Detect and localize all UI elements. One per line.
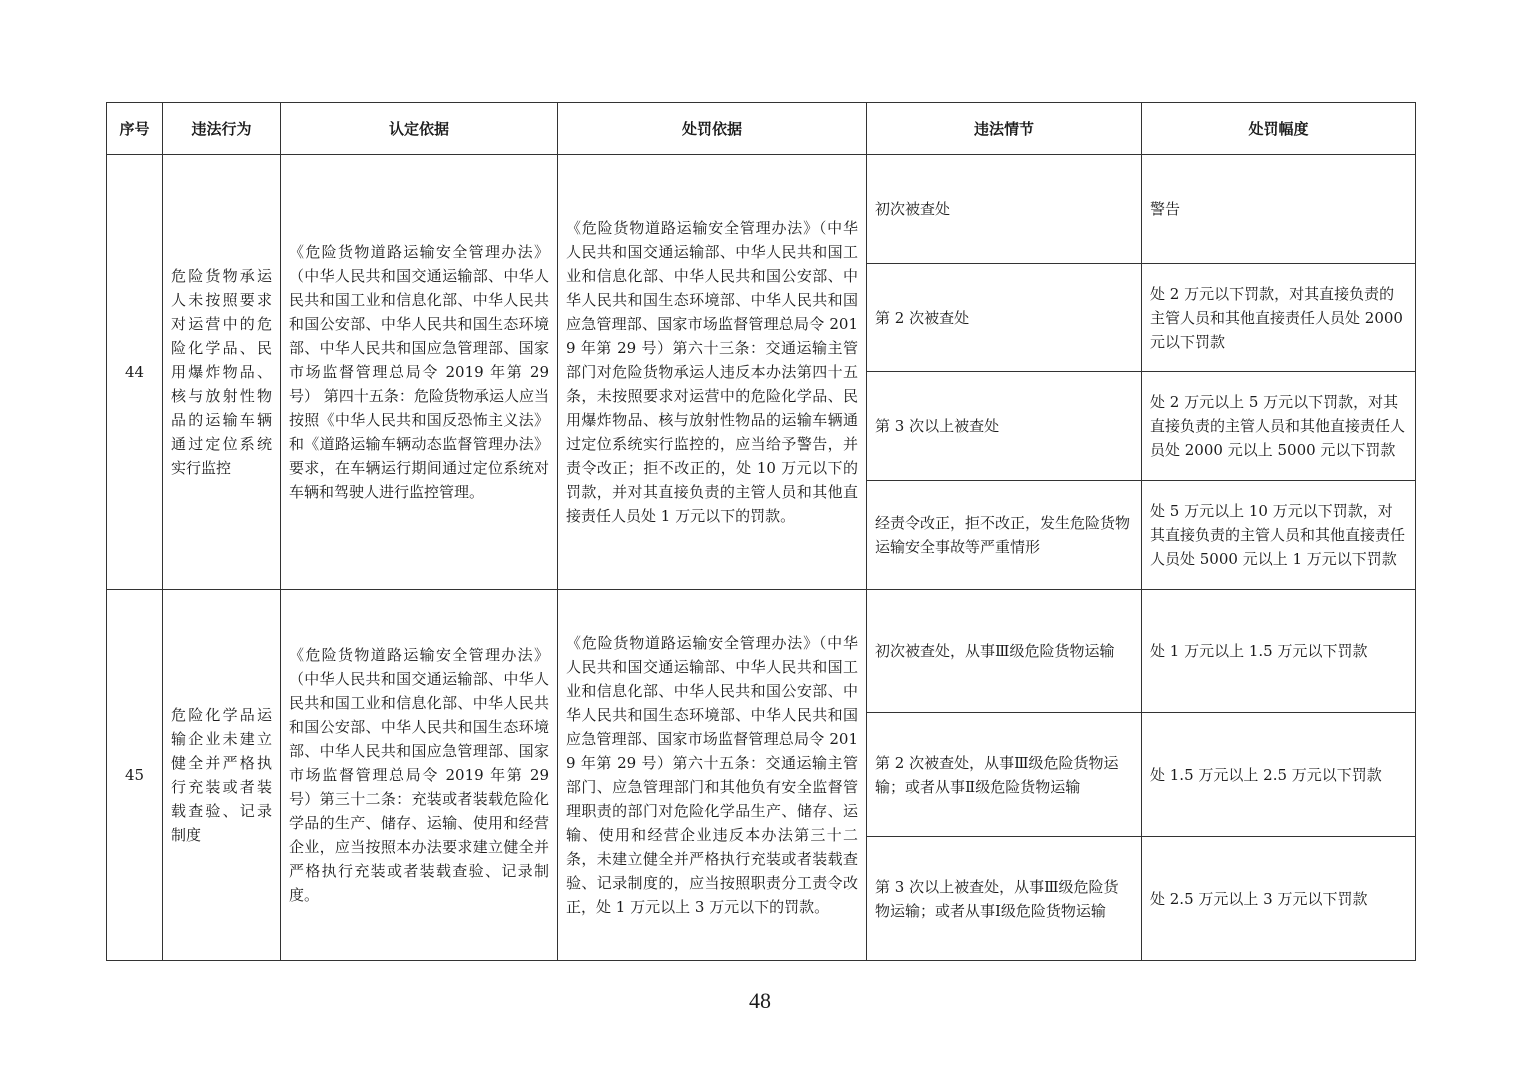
table-row	[107, 590, 1416, 713]
penalty-range: 处 2 万元以下罚款，对其直接负责的主管人员和其他直接责任人员处 2000 元以下罚款	[1142, 264, 1416, 372]
violation-act: 危险货物承运人未按照要求对运营中的危险化学品、民用爆炸物品、核与放射性物品的运输车辆通过定位系统实行监控	[163, 155, 281, 590]
violation-circumstance: 初次被查处，从事Ⅲ级危险货物运输	[867, 590, 1142, 713]
violation-circumstance: 第 2 次被查处	[867, 264, 1142, 372]
violation-circumstance: 第 3 次以上被查处	[867, 372, 1142, 481]
table-header-row	[107, 103, 1416, 155]
violation-circumstance: 经责令改正，拒不改正，发生危险货物运输安全事故等严重情形	[867, 481, 1142, 590]
row-number: 44	[107, 155, 163, 590]
determination-basis: 《危险货物道路运输安全管理办法》（中华人民共和国交通运输部、中华人民共和国工业和信息化部、中华人民共和国公安部、中华人民共和国生态环境部、中华人民共和国应急管理部、国家市场监督管理总局令 2019 年第 29 号）第三十二条：充装或者装载危险化学品的生产、储存、运输、使用和经营企业，应当按照本办法要求建立健全并严格执行充装或者装载查验、记录制度。	[281, 590, 558, 961]
header-penalty-basis: 处罚依据	[558, 103, 867, 155]
header-plot: 违法情节	[867, 103, 1142, 155]
penalty-range: 警告	[1142, 155, 1416, 264]
penalty-table	[106, 102, 1416, 961]
violation-circumstance: 第 3 次以上被查处，从事Ⅲ级危险货物运输；或者从事Ⅰ级危险货物运输	[867, 837, 1142, 961]
penalty-basis: 《危险货物道路运输安全管理办法》（中华人民共和国交通运输部、中华人民共和国工业和信息化部、中华人民共和国公安部、中华人民共和国生态环境部、中华人民共和国应急管理部、国家市场监督管理总局令 2019 年第 29 号）第六十五条：交通运输主管部门、应急管理部门和其他负有安全监督管理职责的部门对危险化学品生产、储存、运输、使用和经营企业违反本办法第三十二条，未建立健全并严格执行充装或者装载查验、记录制度的，应当按照职责分工责令改正，处 1 万元以上 3 万元以下的罚款。	[558, 590, 867, 961]
table-row	[107, 155, 1416, 264]
penalty-basis: 《危险货物道路运输安全管理办法》（中华人民共和国交通运输部、中华人民共和国工业和信息化部、中华人民共和国公安部、中华人民共和国生态环境部、中华人民共和国应急管理部、国家市场监督管理总局令 2019 年第 29 号）第六十三条：交通运输主管部门对危险货物承运人违反本办法第四十五条，未按照要求对运营中的危险化学品、民用爆炸物品、核与放射性物品的运输车辆通过定位系统实行监控的，应当给予警告，并责令改正；拒不改正的，处 10 万元以下的罚款，并对其直接负责的主管人员和其他直接责任人员处 1 万元以下的罚款。	[558, 155, 867, 590]
header-basis: 认定依据	[281, 103, 558, 155]
page-number: 48	[749, 988, 771, 1013]
row-number: 45	[107, 590, 163, 961]
violation-circumstance: 初次被查处	[867, 155, 1142, 264]
penalty-range: 处 1 万元以上 1.5 万元以下罚款	[1142, 590, 1416, 713]
penalty-range: 处 1.5 万元以上 2.5 万元以下罚款	[1142, 713, 1416, 837]
penalty-range: 处 2.5 万元以上 3 万元以下罚款	[1142, 837, 1416, 961]
determination-basis: 《危险货物道路运输安全管理办法》（中华人民共和国交通运输部、中华人民共和国工业和信息化部、中华人民共和国公安部、中华人民共和国生态环境部、中华人民共和国应急管理部、国家市场监督管理总局令 2019 年第 29 号） 第四十五条：危险货物承运人应当按照《中华人民共和国反恐怖主义法》和《道路运输车辆动态监督管理办法》要求，在车辆运行期间通过定位系统对车辆和驾驶人进行监控管理。	[281, 155, 558, 590]
penalty-range: 处 5 万元以上 10 万元以下罚款，对其直接负责的主管人员和其他直接责任人员处 5000 元以上 1 万元以下罚款	[1142, 481, 1416, 590]
violation-circumstance: 第 2 次被查处，从事Ⅲ级危险货物运输；或者从事Ⅱ级危险货物运输	[867, 713, 1142, 837]
header-range: 处罚幅度	[1142, 103, 1416, 155]
header-act: 违法行为	[163, 103, 281, 155]
violation-act: 危险化学品运输企业未建立健全并严格执行充装或者装载查验、记录制度	[163, 590, 281, 961]
penalty-range: 处 2 万元以上 5 万元以下罚款，对其直接负责的主管人员和其他直接责任人员处 2000 元以上 5000 元以下罚款	[1142, 372, 1416, 481]
header-no: 序号	[107, 103, 163, 155]
